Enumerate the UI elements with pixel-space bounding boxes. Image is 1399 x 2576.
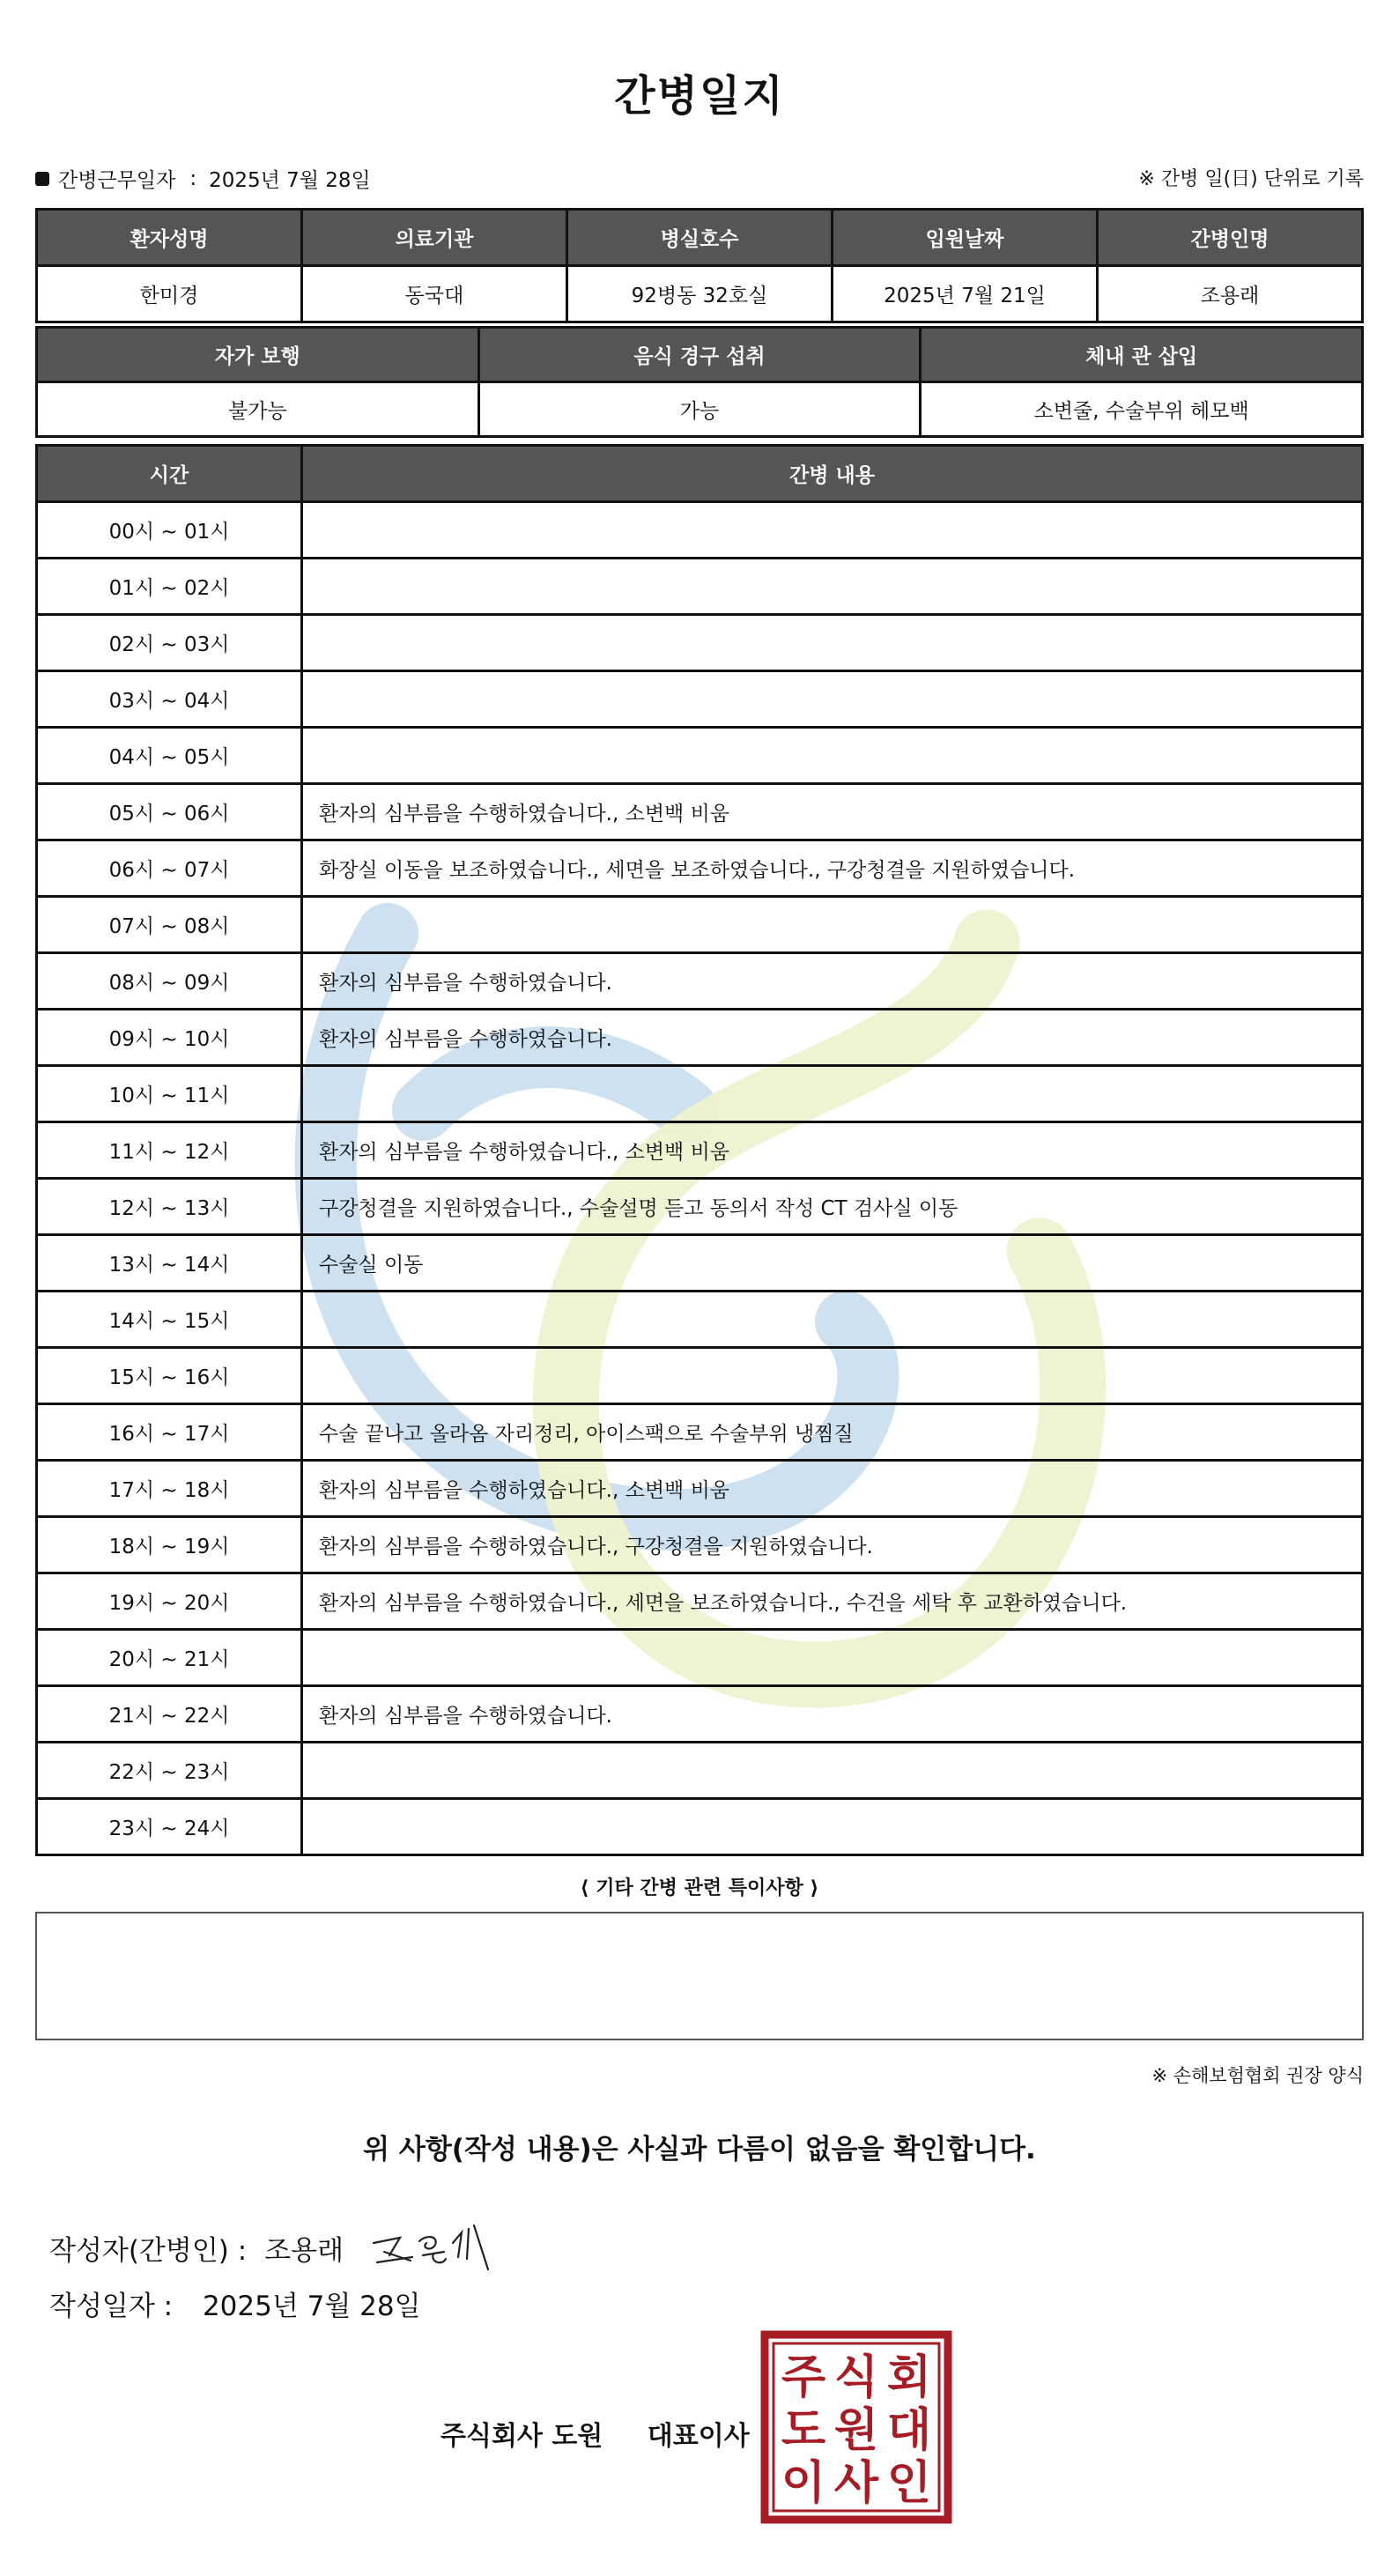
care-content-cell: 환자의 심부름을 수행하였습니다. [302, 1686, 1363, 1743]
table-row [37, 1461, 1363, 1517]
time-cell: 19시 ~ 20시 [37, 1573, 302, 1630]
document-title: 간병일지 [614, 71, 785, 121]
confirmation-statement: 위 사항(작성 내용)은 사실과 다름이 없음을 확인합니다. [363, 2134, 1036, 2165]
time-cell: 02시 ~ 03시 [37, 615, 302, 671]
work-date-label: 간병근무일자 [58, 169, 176, 192]
care-content-cell: 환자의 심부름을 수행하였습니다. [302, 953, 1363, 1010]
work-date-value: 2025년 7월 28일 [209, 169, 371, 192]
time-cell: 06시 ~ 07시 [37, 840, 302, 897]
tube-insertion: 소변줄, 수술부위 헤모백 [921, 382, 1363, 437]
care-content-cell [302, 1799, 1363, 1855]
table-row [37, 1404, 1363, 1461]
oral-intake: 가능 [478, 382, 921, 437]
caregiver-name: 조용래 [1098, 266, 1363, 322]
table-row [37, 615, 1363, 671]
header-cell: 자가 보행 [37, 328, 479, 382]
table-row [37, 1686, 1363, 1743]
table-row [37, 1235, 1363, 1292]
time-cell: 20시 ~ 21시 [37, 1630, 302, 1686]
work-date-row [35, 164, 371, 193]
time-cell: 10시 ~ 11시 [37, 1066, 302, 1122]
time-cell: 14시 ~ 15시 [37, 1292, 302, 1348]
care-content-cell [302, 559, 1363, 615]
table-row [37, 502, 1363, 559]
writer-name: 조용래 [264, 2234, 344, 2267]
writer-label: 작성자(간병인) : [49, 2234, 248, 2267]
care-content-cell [302, 897, 1363, 953]
header-cell: 음식 경구 섭취 [478, 328, 921, 382]
time-cell: 00시 ~ 01시 [37, 502, 302, 559]
svg-text:원: 원 [833, 2403, 879, 2457]
self-walking: 불가능 [37, 382, 479, 437]
writing-date-value: 2025년 7월 28일 [202, 2291, 421, 2322]
colon: : [189, 167, 197, 190]
time-cell: 08시 ~ 09시 [37, 953, 302, 1010]
table-row [37, 671, 1363, 728]
writing-date-label: 작성일자 : [49, 2291, 174, 2322]
time-cell: 07시 ~ 08시 [37, 897, 302, 953]
table-row [37, 1179, 1363, 1235]
handwritten-signature [365, 2217, 506, 2278]
care-content-cell: 구강청결을 지원하였습니다., 수술설명 듣고 동의서 작성 CT 검사실 이동 [302, 1179, 1363, 1235]
record-note: ※ 간병 일(日) 단위로 기록 [1138, 168, 1364, 190]
table-row [37, 382, 1363, 437]
table-row [37, 728, 1363, 784]
ceo-title: 대표이사 [647, 2421, 750, 2452]
patient-name: 한미경 [37, 266, 302, 322]
notes-box [35, 1912, 1364, 2040]
table-header-row [37, 210, 1363, 266]
care-content-cell [302, 1630, 1363, 1686]
table-row [37, 1292, 1363, 1348]
table-row [37, 559, 1363, 615]
time-cell: 22시 ~ 23시 [37, 1743, 302, 1799]
time-cell: 17시 ~ 18시 [37, 1461, 302, 1517]
care-content-cell [302, 1292, 1363, 1348]
svg-text:이: 이 [781, 2456, 826, 2510]
table-header-row [37, 446, 1363, 502]
svg-text:인: 인 [886, 2456, 932, 2510]
recommend-note: ※ 손해보험협회 권장 양식 [1151, 2065, 1364, 2086]
care-content-cell: 환자의 심부름을 수행하였습니다., 소변백 비움 [302, 1461, 1363, 1517]
care-content-cell [302, 502, 1363, 559]
time-cell: 16시 ~ 17시 [37, 1404, 302, 1461]
notes-title: ⟨ 기타 간병 관련 특이사항 ⟩ [580, 1877, 819, 1899]
table-header-row [37, 328, 1363, 382]
care-log-body [37, 502, 1363, 1855]
care-content-cell: 환자의 심부름을 수행하였습니다., 소변백 비움 [302, 784, 1363, 840]
writing-date-row [49, 2284, 421, 2323]
table-row [37, 840, 1363, 897]
time-cell: 05시 ~ 06시 [37, 784, 302, 840]
svg-text:대: 대 [886, 2403, 932, 2457]
care-content-cell: 화장실 이동을 보조하였습니다., 세면을 보조하였습니다., 구강청결을 지원하였습니다. [302, 840, 1363, 897]
care-content-cell [302, 1348, 1363, 1404]
care-content-cell [302, 615, 1363, 671]
care-content-cell [302, 1743, 1363, 1799]
svg-text:회: 회 [886, 2350, 932, 2404]
care-content-cell: 환자의 심부름을 수행하였습니다., 세면을 보조하였습니다., 수건을 세탁 후 교환하였습니다. [302, 1573, 1363, 1630]
time-cell: 15시 ~ 16시 [37, 1348, 302, 1404]
square-bullet-icon [35, 172, 49, 186]
care-content-cell: 환자의 심부름을 수행하였습니다., 구강청결을 지원하였습니다. [302, 1517, 1363, 1573]
care-content-cell: 환자의 심부름을 수행하였습니다. [302, 1010, 1363, 1066]
writer-row [49, 2217, 506, 2278]
care-log-table [35, 444, 1364, 1856]
time-cell: 11시 ~ 12시 [37, 1122, 302, 1179]
time-cell: 18시 ~ 19시 [37, 1517, 302, 1573]
patient-info-table [35, 208, 1364, 323]
care-content-cell [302, 671, 1363, 728]
header-cell: 환자성명 [37, 210, 302, 266]
hospital: 동국대 [302, 266, 567, 322]
time-cell: 23시 ~ 24시 [37, 1799, 302, 1855]
care-content-cell [302, 1066, 1363, 1122]
svg-text:주: 주 [781, 2350, 826, 2404]
svg-text:식: 식 [833, 2350, 879, 2404]
svg-text:도: 도 [781, 2403, 826, 2457]
header-time: 시간 [37, 446, 302, 502]
table-row [37, 1573, 1363, 1630]
time-cell: 03시 ~ 04시 [37, 671, 302, 728]
svg-text:사: 사 [833, 2456, 879, 2510]
table-row [37, 1066, 1363, 1122]
table-row [37, 266, 1363, 322]
header-cell: 간병인명 [1098, 210, 1363, 266]
table-row [37, 1348, 1363, 1404]
time-cell: 09시 ~ 10시 [37, 1010, 302, 1066]
care-content-cell: 환자의 심부름을 수행하였습니다., 소변백 비움 [302, 1122, 1363, 1179]
time-cell: 12시 ~ 13시 [37, 1179, 302, 1235]
table-row [37, 897, 1363, 953]
header-content: 간병 내용 [302, 446, 1363, 502]
care-content-cell: 수술 끝나고 올라옴 자리정리, 아이스팩으로 수술부위 냉찜질 [302, 1404, 1363, 1461]
header-cell: 병실호수 [567, 210, 833, 266]
header-cell: 체내 관 삽입 [921, 328, 1363, 382]
time-cell: 13시 ~ 14시 [37, 1235, 302, 1292]
room-number: 92병동 32호실 [567, 266, 833, 322]
care-content-cell [302, 728, 1363, 784]
company-line [440, 2414, 750, 2453]
table-row [37, 1743, 1363, 1799]
header-cell: 입원날짜 [833, 210, 1098, 266]
table-row [37, 784, 1363, 840]
company-name: 주식회사 도원 [440, 2421, 603, 2452]
admission-date: 2025년 7월 21일 [833, 266, 1098, 322]
time-cell: 01시 ~ 02시 [37, 559, 302, 615]
table-row [37, 1122, 1363, 1179]
table-row [37, 1517, 1363, 1573]
table-row [37, 953, 1363, 1010]
patient-status-table [35, 326, 1364, 438]
time-cell: 04시 ~ 05시 [37, 728, 302, 784]
company-seal-stamp [759, 2329, 953, 2525]
header-cell: 의료기관 [302, 210, 567, 266]
table-row [37, 1010, 1363, 1066]
table-row [37, 1799, 1363, 1855]
table-row [37, 1630, 1363, 1686]
care-content-cell: 수술실 이동 [302, 1235, 1363, 1292]
time-cell: 21시 ~ 22시 [37, 1686, 302, 1743]
